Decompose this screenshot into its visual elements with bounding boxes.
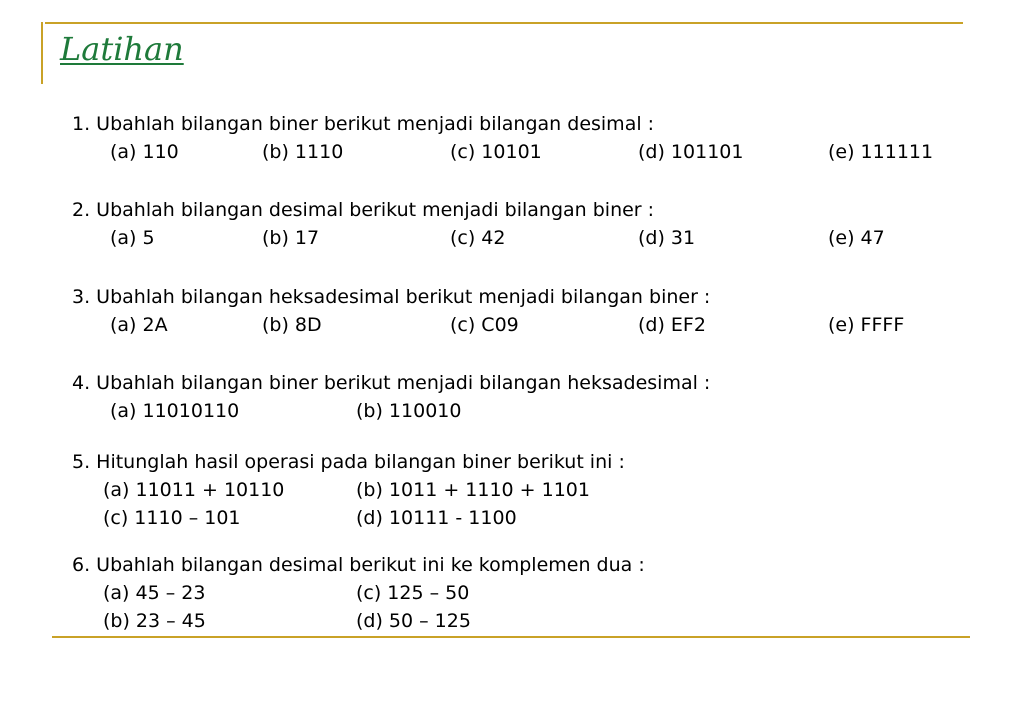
question-4-item-a: (a) 11010110 [110, 400, 240, 422]
question-5-item-c: (c) 1110 – 101 [103, 507, 241, 529]
question-6-text: 6. Ubahlah bilangan desimal berikut ini ke komplemen dua : [72, 554, 645, 576]
question-6-item-a: (a) 45 – 23 [103, 582, 206, 604]
question-1-item-b: (b) 1110 [262, 141, 344, 163]
question-3-item-d: (d) EF2 [638, 314, 706, 336]
question-2-item-e: (e) 47 [828, 227, 885, 249]
question-3-item-e: (e) FFFF [828, 314, 905, 336]
question-5-item-b: (b) 1011 + 1110 + 1101 [356, 479, 590, 501]
question-3-item-c: (c) C09 [450, 314, 519, 336]
question-1-text: 1. Ubahlah bilangan biner berikut menjadi bilangan desimal : [72, 113, 655, 135]
question-4-text: 4. Ubahlah bilangan biner berikut menjadi bilangan heksadesimal : [72, 372, 711, 394]
question-1-item-c: (c) 10101 [450, 141, 542, 163]
question-6-item-c: (c) 125 – 50 [356, 582, 470, 604]
question-6-item-d: (d) 50 – 125 [356, 610, 471, 632]
question-2-item-b: (b) 17 [262, 227, 320, 249]
question-1-item-d: (d) 101101 [638, 141, 744, 163]
question-2-item-d: (d) 31 [638, 227, 696, 249]
frame-left-rule [41, 22, 43, 84]
question-4-item-b: (b) 110010 [356, 400, 462, 422]
question-2-item-a: (a) 5 [110, 227, 155, 249]
question-3-item-b: (b) 8D [262, 314, 322, 336]
question-3-item-a: (a) 2A [110, 314, 168, 336]
frame-bottom-rule [52, 636, 970, 638]
question-2-item-c: (c) 42 [450, 227, 506, 249]
question-5-item-a: (a) 11011 + 10110 [103, 479, 285, 501]
question-5-item-d: (d) 10111 - 1100 [356, 507, 517, 529]
question-2-text: 2. Ubahlah bilangan desimal berikut menjadi bilangan biner : [72, 199, 655, 221]
question-1-item-e: (e) 111111 [828, 141, 934, 163]
frame-top-rule [45, 22, 963, 24]
question-6-item-b: (b) 23 – 45 [103, 610, 206, 632]
question-5-text: 5. Hitunglah hasil operasi pada bilangan biner berikut ini : [72, 451, 625, 473]
question-3-text: 3. Ubahlah bilangan heksadesimal berikut menjadi bilangan biner : [72, 286, 711, 308]
question-1-item-a: (a) 110 [110, 141, 179, 163]
slide-title: Latihan [60, 30, 184, 68]
